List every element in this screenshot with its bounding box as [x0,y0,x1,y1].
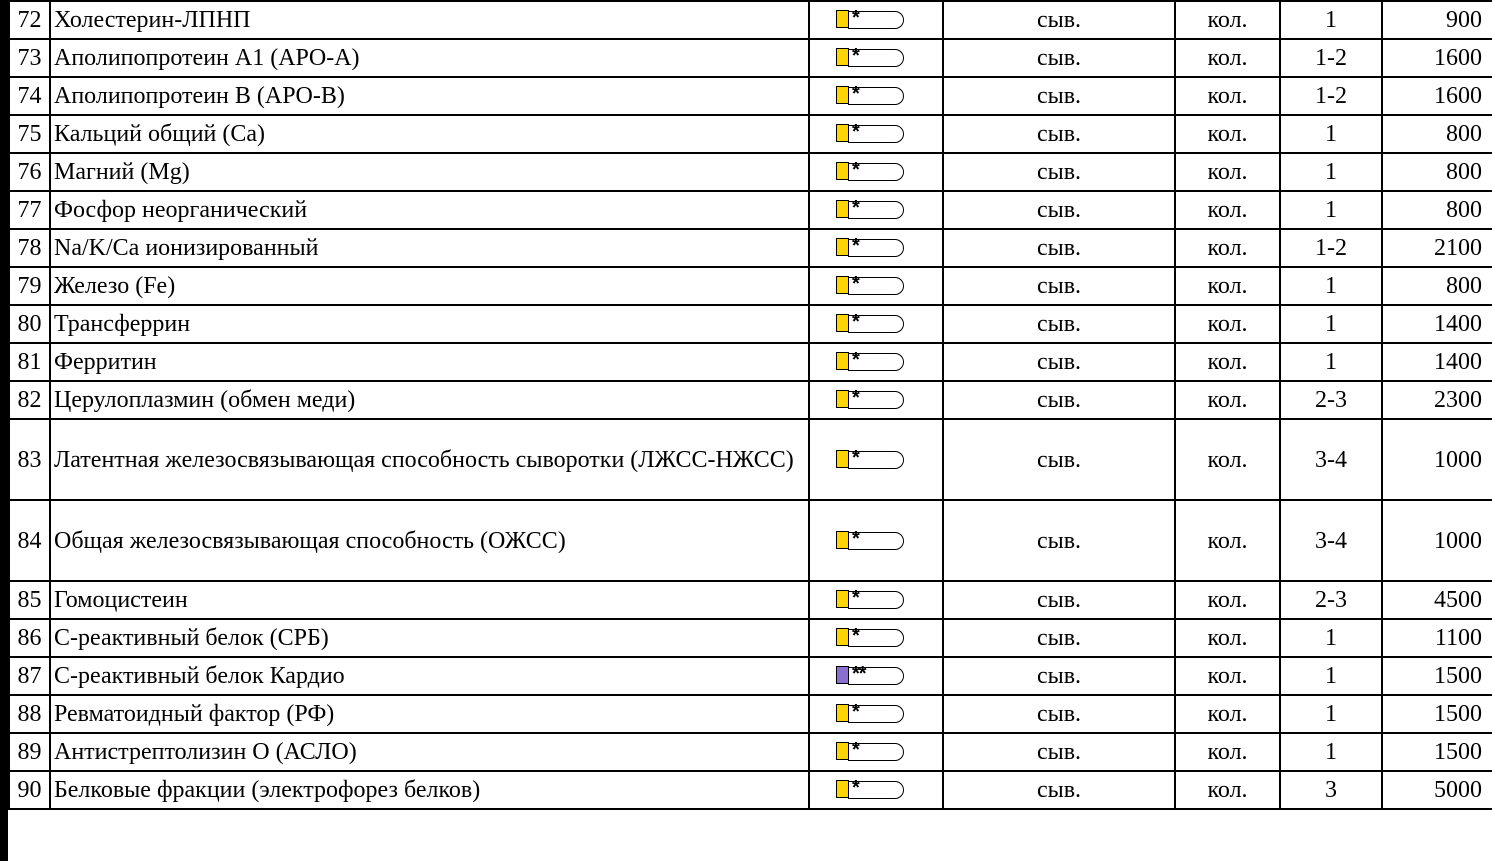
row-number-cell: 72 [9,1,50,39]
analysis-name-cell: Антистрептолизин О (АСЛО) [50,733,809,771]
days-cell: 1 [1280,115,1382,153]
price-cell: 4500 [1382,581,1492,619]
tube-cell [809,343,943,381]
analysis-name-cell: Na/K/Ca ионизированный [50,229,809,267]
tube-cell [809,581,943,619]
price-cell: 1500 [1382,733,1492,771]
method-cell: кол. [1175,305,1280,343]
row-number-cell: 81 [9,343,50,381]
sample-tube-icon [836,387,904,410]
price-cell: 1000 [1382,500,1492,581]
price-cell: 800 [1382,191,1492,229]
sample-tube-icon [836,311,904,334]
sample-tube-icon [836,663,904,686]
table-row [9,229,1492,267]
tube-mark: * [852,159,859,182]
method-cell: кол. [1175,153,1280,191]
material-cell: сыв. [943,1,1175,39]
price-cell: 1600 [1382,77,1492,115]
method-cell: кол. [1175,267,1280,305]
table-row [9,343,1492,381]
method-cell: кол. [1175,619,1280,657]
sample-tube-icon [836,587,904,610]
tube-mark: * [852,273,859,296]
tube-cell [809,191,943,229]
row-number-cell: 89 [9,733,50,771]
table-row [9,267,1492,305]
sample-tube-icon [836,235,904,258]
price-cell: 800 [1382,153,1492,191]
days-cell: 1 [1280,1,1382,39]
tube-mark: * [852,83,859,106]
sample-tube-icon [836,273,904,296]
sample-tube-icon [836,701,904,724]
table-row [9,695,1492,733]
analysis-name-cell: Кальций общий (Ca) [50,115,809,153]
tube-cell [809,500,943,581]
days-cell: 2-3 [1280,381,1382,419]
tube-cell [809,771,943,809]
tube-cell [809,733,943,771]
price-cell: 1400 [1382,343,1492,381]
days-cell: 1 [1280,695,1382,733]
tube-mark: * [852,121,859,144]
table-row [9,581,1492,619]
analysis-name-cell: Гомоцистеин [50,581,809,619]
sample-tube-icon [836,625,904,648]
days-cell: 1 [1280,267,1382,305]
tube-mark: * [852,527,859,550]
analysis-name-cell: Аполипопротеин А1 (APO-A) [50,39,809,77]
analysis-name-cell: Фосфор неорганический [50,191,809,229]
table-row [9,77,1492,115]
tube-cell [809,153,943,191]
tube-cell [809,619,943,657]
table-row [9,771,1492,809]
method-cell: кол. [1175,733,1280,771]
analysis-name-cell: Ферритин [50,343,809,381]
sample-tube-icon [836,7,904,30]
row-number-cell: 75 [9,115,50,153]
days-cell: 1 [1280,657,1382,695]
tube-mark: * [852,387,859,410]
analysis-name-cell: Ревматоидный фактор (РФ) [50,695,809,733]
row-number-cell: 73 [9,39,50,77]
method-cell: кол. [1175,1,1280,39]
table-row [9,733,1492,771]
row-number-cell: 83 [9,419,50,500]
material-cell: сыв. [943,39,1175,77]
analysis-name-cell: С-реактивный белок Кардио [50,657,809,695]
price-cell: 1500 [1382,695,1492,733]
row-number-cell: 90 [9,771,50,809]
table-row [9,115,1492,153]
sample-tube-icon [836,446,904,470]
sample-tube-icon [836,777,904,800]
method-cell: кол. [1175,695,1280,733]
row-number-cell: 79 [9,267,50,305]
table-row [9,1,1492,39]
analysis-price-table [8,0,1492,810]
analysis-name-cell: Холестерин-ЛПНП [50,1,809,39]
tube-cell [809,229,943,267]
tube-mark: * [852,701,859,724]
row-number-cell: 74 [9,77,50,115]
material-cell: сыв. [943,191,1175,229]
row-number-cell: 82 [9,381,50,419]
price-cell: 1600 [1382,39,1492,77]
method-cell: кол. [1175,229,1280,267]
row-number-cell: 87 [9,657,50,695]
days-cell: 1 [1280,305,1382,343]
days-cell: 1 [1280,733,1382,771]
method-cell: кол. [1175,500,1280,581]
sample-tube-icon [836,739,904,762]
days-cell: 1 [1280,343,1382,381]
material-cell: сыв. [943,657,1175,695]
method-cell: кол. [1175,771,1280,809]
material-cell: сыв. [943,229,1175,267]
price-cell: 900 [1382,1,1492,39]
material-cell: сыв. [943,733,1175,771]
material-cell: сыв. [943,381,1175,419]
method-cell: кол. [1175,39,1280,77]
method-cell: кол. [1175,343,1280,381]
analysis-name-cell: Белковые фракции (электрофорез белков) [50,771,809,809]
price-cell: 1400 [1382,305,1492,343]
table-row [9,191,1492,229]
tube-mark: * [852,45,859,68]
analysis-name-cell: Церулоплазмин (обмен меди) [50,381,809,419]
method-cell: кол. [1175,77,1280,115]
sample-tube-icon [836,197,904,220]
material-cell: сыв. [943,771,1175,809]
price-cell: 5000 [1382,771,1492,809]
price-cell: 800 [1382,115,1492,153]
tube-mark: * [852,311,859,334]
tube-cell [809,39,943,77]
tube-cell [809,657,943,695]
table-row [9,500,1492,581]
tube-mark: * [852,235,859,258]
tube-mark: * [852,625,859,648]
row-number-cell: 85 [9,581,50,619]
method-cell: кол. [1175,381,1280,419]
material-cell: сыв. [943,419,1175,500]
days-cell: 3-4 [1280,500,1382,581]
analysis-name-cell: Аполипопротеин В (APO-B) [50,77,809,115]
tube-mark: * [852,587,859,610]
row-number-cell: 78 [9,229,50,267]
sheet-left-border [0,0,8,861]
tube-cell [809,267,943,305]
material-cell: сыв. [943,115,1175,153]
days-cell: 1-2 [1280,77,1382,115]
sample-tube-icon [836,83,904,106]
analysis-name-cell: Общая железосвязывающая способность (ОЖСС) [50,500,809,581]
price-cell: 1100 [1382,619,1492,657]
method-cell: кол. [1175,419,1280,500]
tube-cell [809,1,943,39]
days-cell: 1 [1280,619,1382,657]
material-cell: сыв. [943,695,1175,733]
material-cell: сыв. [943,305,1175,343]
material-cell: сыв. [943,77,1175,115]
sample-tube-icon [836,349,904,372]
material-cell: сыв. [943,343,1175,381]
table-row [9,153,1492,191]
row-number-cell: 86 [9,619,50,657]
material-cell: сыв. [943,581,1175,619]
tube-mark: * [852,197,859,220]
table-row [9,381,1492,419]
table-row [9,39,1492,77]
days-cell: 3-4 [1280,419,1382,500]
sample-tube-icon [836,527,904,551]
material-cell: сыв. [943,267,1175,305]
method-cell: кол. [1175,581,1280,619]
days-cell: 1 [1280,153,1382,191]
method-cell: кол. [1175,191,1280,229]
row-number-cell: 77 [9,191,50,229]
material-cell: сыв. [943,500,1175,581]
material-cell: сыв. [943,619,1175,657]
price-cell: 2300 [1382,381,1492,419]
method-cell: кол. [1175,115,1280,153]
table-row [9,419,1492,500]
tube-mark: * [852,777,859,800]
analysis-name-cell: Магний (Mg) [50,153,809,191]
tube-mark: * [852,739,859,762]
row-number-cell: 80 [9,305,50,343]
sample-tube-icon [836,159,904,182]
tube-mark: * [852,446,859,469]
tube-cell [809,77,943,115]
tube-cell [809,115,943,153]
row-number-cell: 76 [9,153,50,191]
days-cell: 1 [1280,191,1382,229]
analysis-name-cell: Трансферрин [50,305,809,343]
sample-tube-icon [836,45,904,68]
tube-cell [809,419,943,500]
table-row [9,657,1492,695]
analysis-name-cell: Железо (Fe) [50,267,809,305]
table-row [9,305,1492,343]
tube-mark: * [852,7,859,30]
table-body [9,1,1492,809]
sample-tube-icon [836,121,904,144]
tube-cell [809,695,943,733]
days-cell: 1-2 [1280,39,1382,77]
row-number-cell: 84 [9,500,50,581]
days-cell: 1-2 [1280,229,1382,267]
days-cell: 2-3 [1280,581,1382,619]
price-cell: 1500 [1382,657,1492,695]
price-cell: 2100 [1382,229,1492,267]
method-cell: кол. [1175,657,1280,695]
row-number-cell: 88 [9,695,50,733]
table-row [9,619,1492,657]
tube-mark: ** [852,663,866,686]
analysis-name-cell: С-реактивный белок (СРБ) [50,619,809,657]
tube-cell [809,305,943,343]
tube-mark: * [852,349,859,372]
price-cell: 800 [1382,267,1492,305]
tube-cell [809,381,943,419]
days-cell: 3 [1280,771,1382,809]
price-cell: 1000 [1382,419,1492,500]
analysis-name-cell: Латентная железосвязывающая способность сыворотки (ЛЖСС-НЖСС) [50,419,809,500]
material-cell: сыв. [943,153,1175,191]
